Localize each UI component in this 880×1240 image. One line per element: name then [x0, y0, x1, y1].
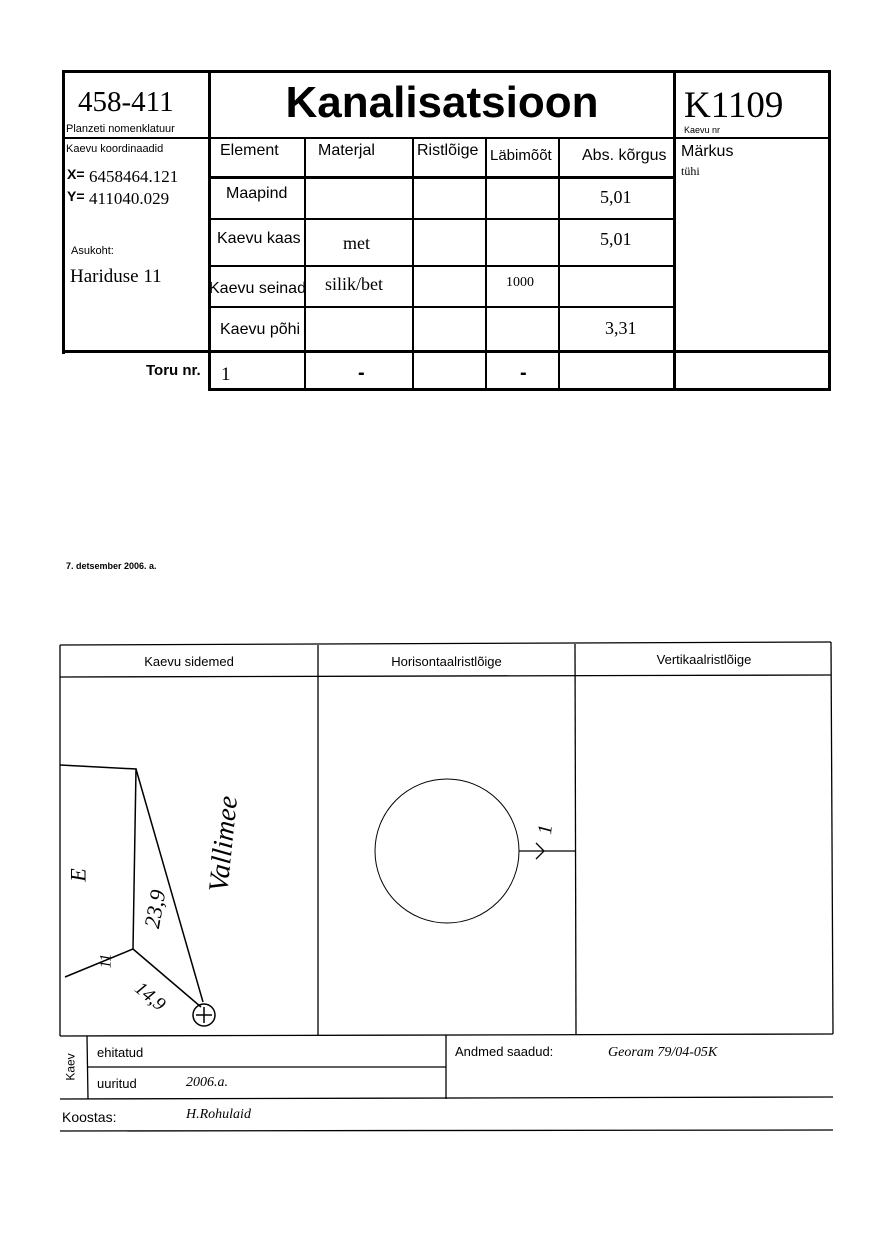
table-row-element: Maapind	[226, 185, 288, 202]
table-row-labimoot: 1000	[506, 275, 534, 290]
nomenclature-value: 458-411	[78, 86, 174, 118]
built-label: ehitatud	[97, 1045, 144, 1060]
header-ristloige: Ristlõige	[417, 142, 479, 159]
well-circle	[375, 779, 519, 923]
kaev-label: Kaev	[63, 1053, 78, 1081]
surveyed-label: uuritud	[97, 1076, 137, 1091]
col-title-horizontal: Horisontaalristlõige	[391, 654, 502, 669]
y-value: 411040.029	[89, 189, 170, 208]
table-row-materjal: silik/bet	[325, 274, 383, 294]
side-label: E	[65, 868, 91, 882]
well-number: K1109	[684, 85, 784, 126]
street-label: Vallimee	[203, 794, 245, 894]
table-row-abs: 3,31	[605, 318, 637, 338]
header-materjal: Materjal	[318, 142, 375, 159]
pipe-label: Toru nr.	[146, 362, 201, 379]
compiled-label: Koostas:	[62, 1109, 117, 1125]
x-label: X=	[67, 166, 85, 182]
header-markus: Märkus	[681, 143, 734, 160]
table-row-element: Kaevu kaas	[217, 230, 301, 247]
pipe-number: 1	[221, 364, 231, 385]
remark-value: tühi	[681, 164, 700, 178]
nomenclature-label: Planzeti nomenklatuur	[66, 123, 175, 135]
header-element: Element	[220, 142, 279, 159]
data-source-label: Andmed saadud:	[455, 1044, 554, 1059]
table-row-element: Kaevu põhi	[220, 321, 301, 338]
table-row-abs: 5,01	[600, 229, 632, 249]
data-source-value: Georam 79/04-05K	[608, 1045, 718, 1060]
coordinates-label: Kaevu koordinaadid	[66, 143, 164, 155]
page-title: Kanalisatsioon	[285, 78, 599, 127]
document-date: 7. detsember 2006. a.	[66, 561, 157, 571]
pipe-materjal: -	[358, 362, 365, 384]
compiled-value: H.Rohulaid	[186, 1107, 251, 1122]
surveyed-value: 2006.a.	[186, 1075, 228, 1090]
vertical-section	[576, 676, 832, 1034]
distance-label-1: 23,9	[139, 887, 171, 931]
header-abs: Abs. kõrgus	[582, 147, 667, 164]
col-title-vertical: Vertikaalristlõige	[656, 652, 752, 667]
well-number-label: Kaevu nr	[684, 125, 721, 135]
pipe-labimoot: -	[520, 362, 527, 384]
location-label: Asukoht:	[71, 245, 114, 257]
table-row-abs: 5,01	[600, 187, 632, 207]
pipe-number-label: 1	[534, 823, 557, 836]
small-label: 11	[97, 953, 115, 969]
distance-label-2: 14,9	[130, 977, 170, 1016]
x-value: 6458464.121	[89, 167, 179, 186]
header-labimoot: Läbimõõt	[490, 147, 552, 164]
col-title-connections: Kaevu sidemed	[144, 654, 234, 669]
horizontal-section	[318, 677, 575, 1035]
y-label: Y=	[67, 188, 85, 204]
location-value: Hariduse 11	[70, 266, 162, 287]
table-row-element: Kaevu seinad	[209, 280, 306, 297]
location-sketch	[60, 677, 318, 1035]
table-row-materjal: met	[343, 233, 370, 253]
